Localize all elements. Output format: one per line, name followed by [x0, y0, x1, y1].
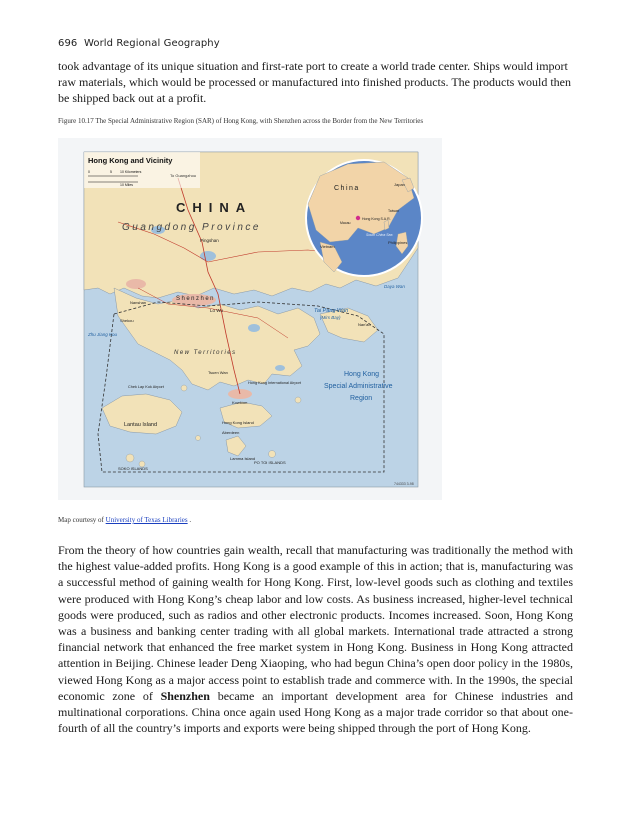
- zhujiang-label: Zhu Jiang Kou: [88, 332, 118, 337]
- main-paragraph: [58, 542, 573, 736]
- inset-japan-label: Japan: [394, 182, 405, 187]
- daya-wan-label: Daya Wan: [384, 284, 405, 289]
- mirs-bay-label: (Mirs Bay): [320, 315, 341, 320]
- figure-caption: Figure 10.17 The Special Administrative Region (SAR) of Hong Kong, with Shenzhen across the Border from the New Territories: [58, 117, 424, 125]
- nanshan-label: Nanshan: [130, 300, 147, 305]
- po-toi-label: PO TOI ISLANDS: [254, 460, 286, 465]
- inset-south-china-sea-label: South China Sea: [366, 233, 393, 237]
- sar-label-line1: Hong Kong: [344, 371, 380, 378]
- aberdeen-label: Aberdeen: [222, 430, 240, 435]
- hong-kong-island-label: Hong Kong Island: [222, 420, 254, 425]
- to-guangzhou-label: To Guangzhou: [170, 173, 197, 178]
- hong-kong-map: [58, 138, 442, 500]
- inset-vietnam-label: Vietnam: [320, 244, 335, 249]
- credit-link[interactable]: University of Texas Libraries: [105, 516, 188, 524]
- scale-km-label: 10 Kilometers: [120, 170, 142, 174]
- tsuen-wan-label: Tsuen Wan: [208, 370, 228, 375]
- shenzhen-term: Shenzhen: [160, 688, 210, 703]
- kowloon-label: Kowloon: [232, 400, 248, 405]
- hk-airport-label: Hong Kong International Airport: [248, 381, 301, 385]
- chek-lap-kok-label: Chek Lap Kok Airport: [128, 385, 164, 389]
- credit-prefix: Map courtesy of: [58, 516, 104, 524]
- scale-five: 5: [110, 170, 112, 174]
- inset-hong-kong-label: Hong Kong S.A.R.: [362, 217, 391, 221]
- lantau-label: Lantau Island: [124, 422, 158, 428]
- scale-zero: 0: [88, 170, 90, 174]
- inset-taiwan-label: Taiwan: [388, 209, 399, 213]
- pingshan-label: Pingshan: [200, 238, 219, 243]
- country-label: CHINA: [176, 200, 253, 215]
- inset-philippines-label: Philippines: [388, 240, 408, 245]
- shekou-label: Shekou: [120, 318, 134, 323]
- nanao-label: Nan'ao: [358, 322, 371, 327]
- map-title: Hong Kong and Vicinity: [88, 156, 173, 165]
- inset-country-label: China: [334, 185, 360, 192]
- scale-mi-label: 10 Miles: [120, 183, 134, 187]
- page-number: 696: [58, 38, 78, 49]
- tai-pang-wan-label: Tai Pang Wan: [314, 308, 349, 314]
- lamma-label: Lamma Island: [230, 456, 256, 461]
- province-label: Guangdong Province: [122, 222, 261, 233]
- main-paragraph-part1: From the theory of how countries gain wealth, recall that manufacturing was traditionally the method with the highest value-added profits. Hong Kong is a good example of this in action; that is, manufacturing was a successful method of gaining wealth for Hong Kong. First, low-level goods such as clothing and textiles were produced with Hong Kong’s cheap labor and low costs. As business increased, higher-level technical goods were produced, such as radios and other electronic products. Incomes increased. Soon, Hong Kong was a business and banking center trading with all global markets. International trade attracted a strong financial network that enhanced the free market system in Hong Kong. Business in Hong Kong attracted attention in Beijing. Chinese leader Deng Xiaoping, who had begun China’s open door policy in the 1980s, viewed Hong Kong as a major access point to establish trade and commerce with. In the 1990s, the special economic zone of: [58, 543, 573, 703]
- main-paragraph-part2: became an important development area for Chinese industries and multinational corporations. China once again used Hong Kong as a major trade corridor so that about one-fourth of all the country’s imports and exports were being shipped through the port of Hong Kong.: [58, 688, 573, 736]
- credit-suffix: .: [189, 516, 192, 524]
- soko-islands-label: SOKO ISLANDS: [118, 466, 148, 471]
- inset-macau-label: Macau: [340, 221, 351, 225]
- page-header: [58, 38, 220, 49]
- book-title: World Regional Geography: [83, 38, 220, 49]
- shenzhen-label: Shenzhen: [176, 296, 216, 302]
- lo-wu-label: Lo Wu: [210, 308, 223, 313]
- map-credit: [58, 516, 191, 524]
- sar-label-line3: Region: [350, 395, 373, 402]
- intro-paragraph: took advantage of its unique situation and first-rate port to create a world trade center. Ships would import raw materials, which would be processed or manufactured into finished products. The products would then be shipped back out at a profit.: [58, 59, 571, 106]
- new-territories-label: New Territories: [174, 350, 237, 356]
- map-code-label: 744333 3-98: [394, 482, 414, 486]
- sar-label-line2: Special Administrative: [324, 383, 393, 390]
